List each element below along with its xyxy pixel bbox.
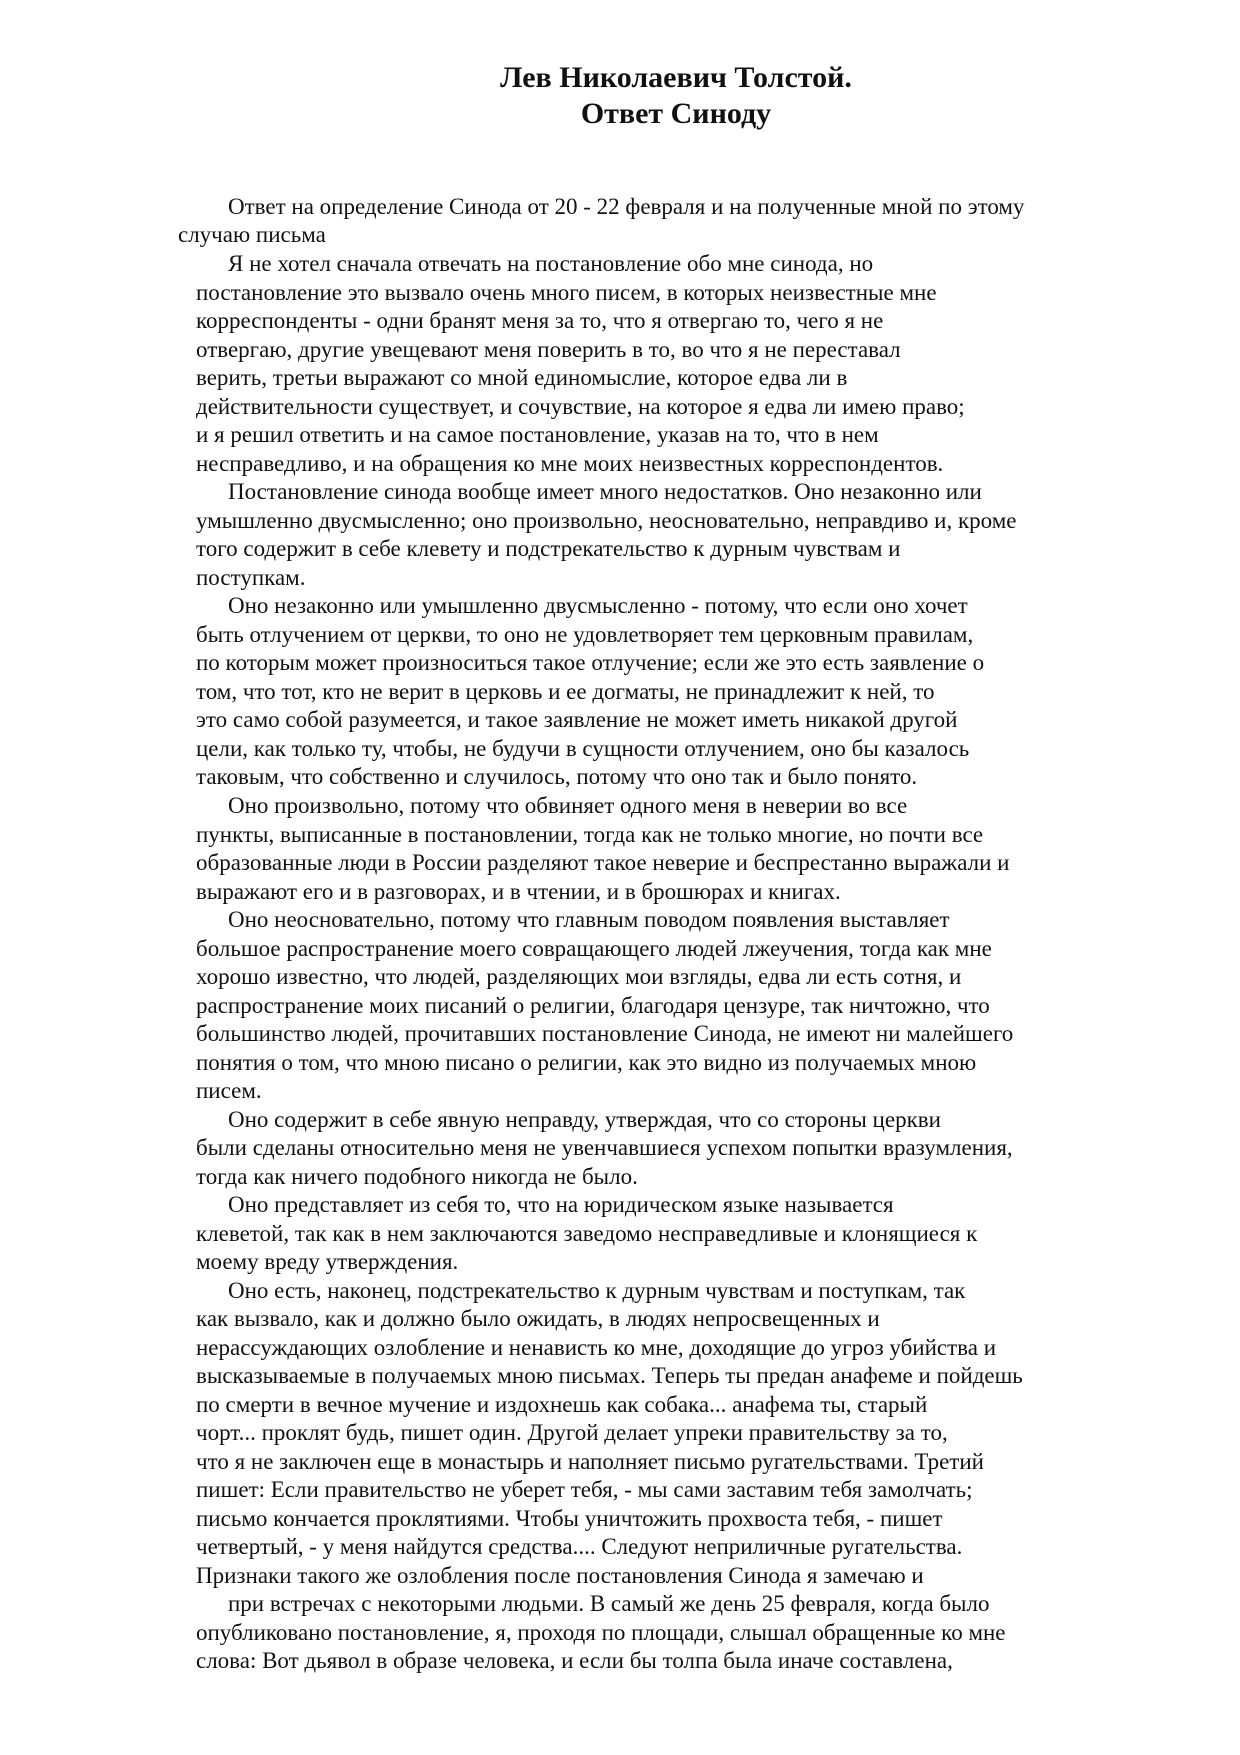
text-line: Я не хотел сначала отвечать на постановление обо мне синода, но: [228, 251, 874, 276]
text-line: отвергаю, другие увещевают меня поверить в то, во что я не переставал: [196, 337, 901, 362]
text-line: Оно есть, наконец, подстрекательство к дурным чувствам и поступкам, так: [228, 1278, 966, 1303]
text-line: по смерти в вечное мучение и издохнешь как собака... анафема ты, старый: [196, 1392, 928, 1417]
text-line: письмо кончается проклятиями. Чтобы уничтожить прохвоста тебя, - пишет: [196, 1506, 943, 1531]
text-line: Постановление синода вообще имеет много недостатков. Оно незаконно или: [228, 479, 982, 504]
text-line: тогда как ничего подобного никогда не было.: [196, 1164, 638, 1189]
text-line: Признаки такого же озлобления после постановления Синода я замечаю и: [196, 1563, 924, 1588]
text-line: Оно неосновательно, потому что главным поводом появления выставляет: [228, 907, 950, 932]
text-line: несправедливо, и на обращения ко мне моих неизвестных корреспондентов.: [196, 451, 944, 476]
text-line: моему вреду утверждения.: [196, 1249, 459, 1274]
text-line: верить, третьи выражают со мной единомыслие, которое едва ли в: [196, 365, 848, 390]
text-line: цели, как только ту, чтобы, не будучи в сущности отлучением, оно бы казалось: [196, 736, 970, 761]
text-line: чорт... проклят будь, пишет один. Другой делает упреки правительству за то,: [196, 1420, 948, 1445]
text-line: Оно представляет из себя то, что на юридическом языке называется: [228, 1192, 894, 1217]
text-line: как вызвало, как и должно было ожидать, в людях непросвещенных и: [196, 1306, 880, 1331]
text-line: распространение моих писаний о религии, благодаря цензуре, так ничтожно, что: [196, 993, 990, 1018]
author-title: Лев Николаевич Толстой.: [500, 61, 852, 94]
text-line: клеветой, так как в нем заключаются заведомо несправедливые и клонящиеся к: [196, 1221, 978, 1246]
text-line: действительности существует, и сочувствие, на которое я едва ли имею право;: [196, 394, 965, 419]
text-line: нерассуждающих озлобление и ненависть ко мне, доходящие до угроз убийства и: [196, 1335, 997, 1360]
text-line: Оно содержит в себе явную неправду, утверждая, что со стороны церкви: [228, 1107, 941, 1132]
text-line: умышленно двусмысленно; оно произвольно, неосновательно, неправдиво и, кроме: [196, 508, 1017, 533]
text-line: корреспонденты - одни бранят меня за то, что я отвергаю то, чего я не: [196, 308, 884, 333]
text-line: том, что тот, кто не верит в церковь и ее догматы, не принадлежит к ней, то: [196, 679, 935, 704]
text-line: опубликовано постановление, я, проходя по площади, слышал обращенные ко мне: [196, 1620, 1006, 1645]
text-line: высказываемые в получаемых мною письмах. Теперь ты предан анафеме и пойдешь: [196, 1363, 1023, 1388]
text-line: большинство людей, прочитавших постановление Синода, не имеют ни малейшего: [196, 1021, 1014, 1046]
text-line: слова: Вот дьявол в образе человека, и если бы толпа была иначе составлена,: [196, 1648, 953, 1673]
text-line: пункты, выписанные в постановлении, тогда как не только многие, но почти все: [196, 822, 984, 847]
text-line: понятия о том, что мною писано о религии, как это видно из получаемых мною: [196, 1050, 977, 1075]
text-line: большое распространение моего совращающего людей лжеучения, тогда как мне: [196, 936, 992, 961]
text-line: по которым может произноситься такое отлучение; если же это есть заявление о: [196, 650, 985, 675]
text-line: и я решил ответить и на самое постановление, указав на то, что в нем: [196, 422, 879, 447]
text-line: случаю письма: [178, 222, 326, 247]
text-line: пишет: Если правительство не уберет тебя, - мы сами заставим тебя замолчать;: [196, 1477, 973, 1502]
text-line: Оно произвольно, потому что обвиняет одного меня в неверии во все: [228, 793, 908, 818]
text-line: писем.: [196, 1078, 262, 1103]
text-line: Ответ на определение Синода от 20 - 22 февраля и на полученные мной по этому: [228, 194, 1025, 219]
text-line: быть отлучением от церкви, то оно не удовлетворяет тем церковным правилам,: [196, 622, 974, 647]
text-line: таковым, что собственно и случилось, потому что оно так и было понято.: [196, 764, 918, 789]
document-title: Ответ Синоду: [580, 97, 772, 130]
text-line: четвертый, - у меня найдутся средства.... Следуют неприличные ругательства.: [196, 1534, 963, 1559]
text-line: при встречах с некоторыми людьми. В самый же день 25 февраля, когда было: [228, 1591, 990, 1616]
text-line: были сделаны относительно меня не увенчавшиеся успехом попытки вразумления,: [196, 1135, 1013, 1160]
text-line: что я не заключен еще в монастырь и наполняет письмо ругательствами. Третий: [196, 1449, 984, 1474]
text-line: хорошо известно, что людей, разделяющих мои взгляды, едва ли есть сотня, и: [196, 964, 962, 989]
text-line: это само собой разумеется, и такое заявление не может иметь никакой другой: [196, 707, 958, 732]
text-line: Оно незаконно или умышленно двусмысленно - потому, что если оно хочет: [228, 593, 968, 618]
text-line: образованные люди в России разделяют такое неверие и беспрестанно выражали и: [196, 850, 1010, 875]
text-line: того содержит в себе клевету и подстрекательство к дурным чувствам и: [196, 536, 901, 561]
text-line: выражают его и в разговорах, и в чтении, и в брошюрах и книгах.: [196, 879, 841, 904]
text-line: постановление это вызвало очень много писем, в которых неизвестные мне: [196, 280, 937, 305]
text-line: поступкам.: [196, 565, 306, 590]
